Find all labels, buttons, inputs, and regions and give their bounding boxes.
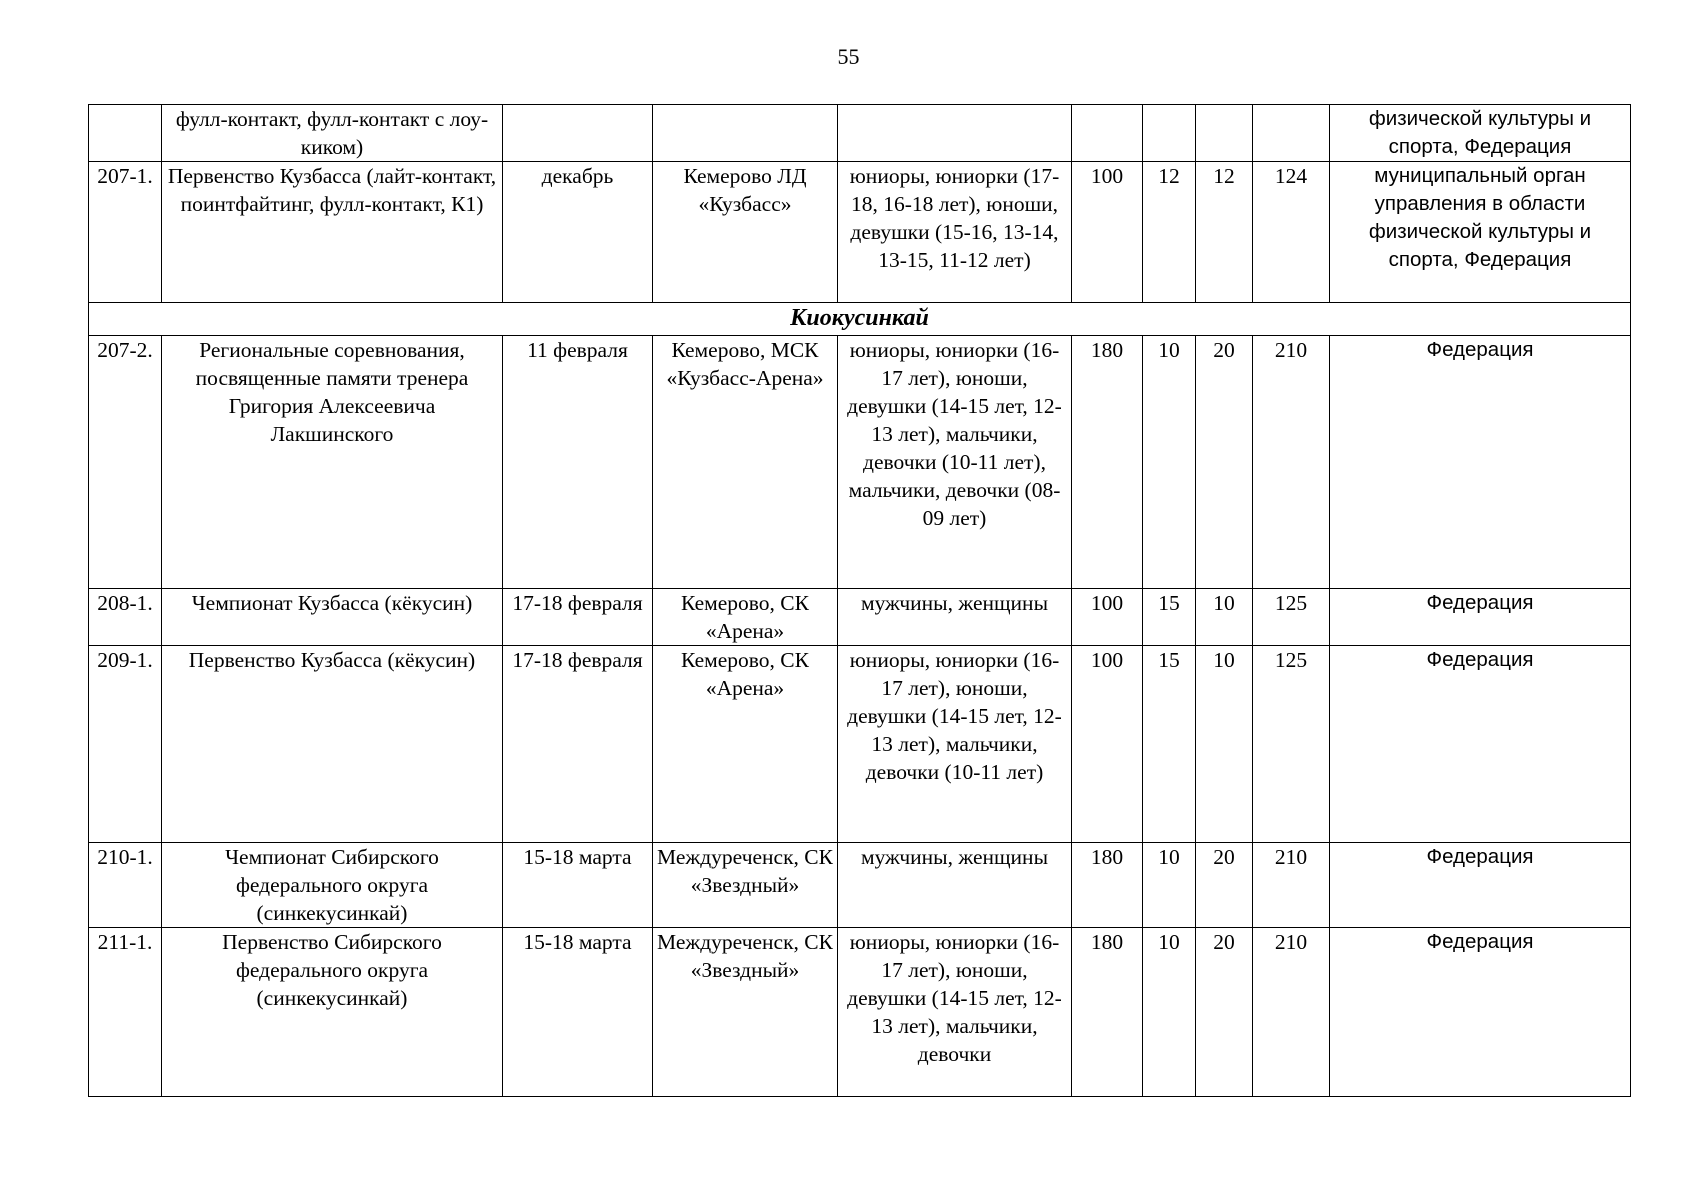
event-place: Кемерово, СК «Арена» [653,589,838,646]
row-number: 210-1. [89,843,162,928]
row-number: 207-2. [89,336,162,589]
event-place [653,105,838,162]
event-participants: мужчины, женщины [838,589,1072,646]
count-col-2: 10 [1143,843,1196,928]
table-row [89,589,1631,646]
event-organizer: Федерация [1330,589,1631,646]
event-organizer: физической культуры и спорта, Федерация [1330,105,1631,162]
event-name: Первенство Сибирского федерального округа (синкекусинкай) [162,928,503,1097]
count-col-2: 10 [1143,336,1196,589]
count-col-1: 100 [1072,589,1143,646]
event-organizer: муниципальный орган управления в области физической культуры и спорта, Федерация [1330,162,1631,303]
count-total: 125 [1253,646,1330,843]
count-col-2: 15 [1143,589,1196,646]
count-col-3: 20 [1196,336,1253,589]
count-total: 210 [1253,928,1330,1097]
event-participants [838,105,1072,162]
count-col-3: 20 [1196,843,1253,928]
event-place: Междуреченск, СК «Звездный» [653,928,838,1097]
section-title: Киокусинкай [89,303,1631,336]
count-col-1: 180 [1072,336,1143,589]
count-col-1: 100 [1072,646,1143,843]
table-row [89,336,1631,589]
count-col-1: 180 [1072,928,1143,1097]
count-total: 210 [1253,843,1330,928]
row-number: 211-1. [89,928,162,1097]
event-place: Кемерово ЛД «Кузбасс» [653,162,838,303]
count-col-3: 12 [1196,162,1253,303]
table-row [89,646,1631,843]
event-participants: юниоры, юниорки (16-17 лет), юноши, девушки (14-15 лет, 12-13 лет), мальчики, девочки [838,928,1072,1097]
table-row [89,105,1631,162]
event-participants: юниоры, юниорки (17-18, 16-18 лет), юноши, девушки (15-16, 13-14, 13-15, 11-12 лет) [838,162,1072,303]
event-date: 11 февраля [503,336,653,589]
row-number: 209-1. [89,646,162,843]
event-name: Чемпионат Кузбасса (кёкусин) [162,589,503,646]
section-header-row [89,303,1631,336]
event-place: Кемерово, МСК «Кузбасс-Арена» [653,336,838,589]
event-organizer: Федерация [1330,646,1631,843]
count-total: 210 [1253,336,1330,589]
page-number: 55 [837,44,860,69]
event-place: Кемерово, СК «Арена» [653,646,838,843]
count-col-3: 20 [1196,928,1253,1097]
event-date: декабрь [503,162,653,303]
event-place: Междуреченск, СК «Звездный» [653,843,838,928]
event-name: Региональные соревнования, посвященные памяти тренера Григория Алексеевича Лакшинского [162,336,503,589]
count-col-2: 15 [1143,646,1196,843]
event-date: 17-18 февраля [503,646,653,843]
count-col-2: 10 [1143,928,1196,1097]
event-name: фулл-контакт, фулл-контакт с лоу-киком) [162,105,503,162]
count-total [1253,105,1330,162]
row-number: 207-1. [89,162,162,303]
event-organizer: Федерация [1330,336,1631,589]
event-participants: юниоры, юниорки (16-17 лет), юноши, девушки (14-15 лет, 12-13 лет), мальчики, девочки (10-11 лет), мальчики, девочки (08-09 лет) [838,336,1072,589]
event-organizer: Федерация [1330,843,1631,928]
event-date [503,105,653,162]
row-number [89,105,162,162]
count-col-2: 12 [1143,162,1196,303]
table-row [89,162,1631,303]
count-total: 125 [1253,589,1330,646]
event-participants: юниоры, юниорки (16-17 лет), юноши, девушки (14-15 лет, 12-13 лет), мальчики, девочки (10-11 лет) [838,646,1072,843]
count-col-3: 10 [1196,646,1253,843]
count-col-3 [1196,105,1253,162]
event-date: 15-18 марта [503,928,653,1097]
event-date: 17-18 февраля [503,589,653,646]
event-name: Первенство Кузбасса (лайт-контакт, поинтфайтинг, фулл-контакт, К1) [162,162,503,303]
count-col-1 [1072,105,1143,162]
event-organizer: Федерация [1330,928,1631,1097]
row-number: 208-1. [89,589,162,646]
event-participants: мужчины, женщины [838,843,1072,928]
count-col-1: 180 [1072,843,1143,928]
event-name: Чемпионат Сибирского федерального округа (синкекусинкай) [162,843,503,928]
events-table [88,104,1631,1097]
table-row [89,928,1631,1097]
count-col-1: 100 [1072,162,1143,303]
table-row [89,843,1631,928]
event-date: 15-18 марта [503,843,653,928]
count-col-3: 10 [1196,589,1253,646]
event-name: Первенство Кузбасса (кёкусин) [162,646,503,843]
count-col-2 [1143,105,1196,162]
count-total: 124 [1253,162,1330,303]
